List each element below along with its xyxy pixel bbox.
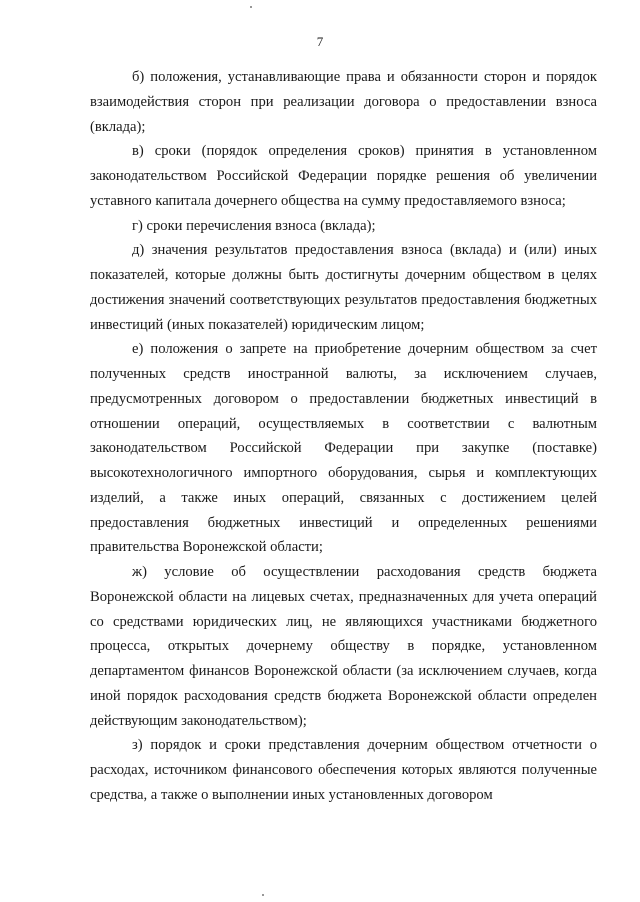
paragraph-v: в) сроки (порядок определения сроков) принятия в установленном законодательством Российской Федерации порядке решения об увеличении уставного капитала дочернего общества на сумму предоставляемого взноса; [90,143,597,209]
paragraph-d: д) значения результатов предоставления взноса (вклада) и (или) иных показателей, которые должны быть достигнуты дочерним обществом в целях достижения значений соответствующих результатов предоставления бюджетных инвестиций (иных показателей) юридическим лицом; [90,242,597,333]
paragraph-z: з) порядок и сроки представления дочерним обществом отчетности о расходах, источником финансового обеспечения которых являются полученные средства, а также о выполнении иных установленных договором [90,737,597,803]
scan-artifact-bottom [262,894,264,896]
paragraph-e: е) положения о запрете на приобретение дочерним обществом за счет полученных средств иностранной валюты, за исключением случаев, предусмотренных договором о предоставлении бюджетных инвестиций в отношении операций, осуществляемых в соответствии с валютным законодательством Российской Федерации при закупке (поставке) высокотехнологичного импортного оборудования, сырья и комплектующих изделий, а также иных операций, связанных с достижением целей предоставления бюджетных инвестиций и определенных решениями правительства Воронежской области; [90,341,597,556]
page-number: 7 [316,34,324,49]
document-body [90,65,597,808]
paragraph-g: г) сроки перечисления взноса (вклада); [132,217,376,234]
paragraph-b: б) положения, устанавливающие права и обязанности сторон и порядок взаимодействия сторон при реализации договора о предоставлении взноса (вклада); [90,69,597,135]
paragraph-zh: ж) условие об осуществлении расходования средств бюджета Воронежской области на лицевых счетах, предназначенных для учета операций со средствами юридических лиц, не являющихся участниками бюджетного процесса, открытых дочернему обществу в порядке, установленном департаментом финансов Воронежской области (за исключением случаев, когда иной порядок расходования средств бюджета Воронежской области определен действующим законодательством); [90,564,597,729]
scan-artifact-top [250,6,252,8]
